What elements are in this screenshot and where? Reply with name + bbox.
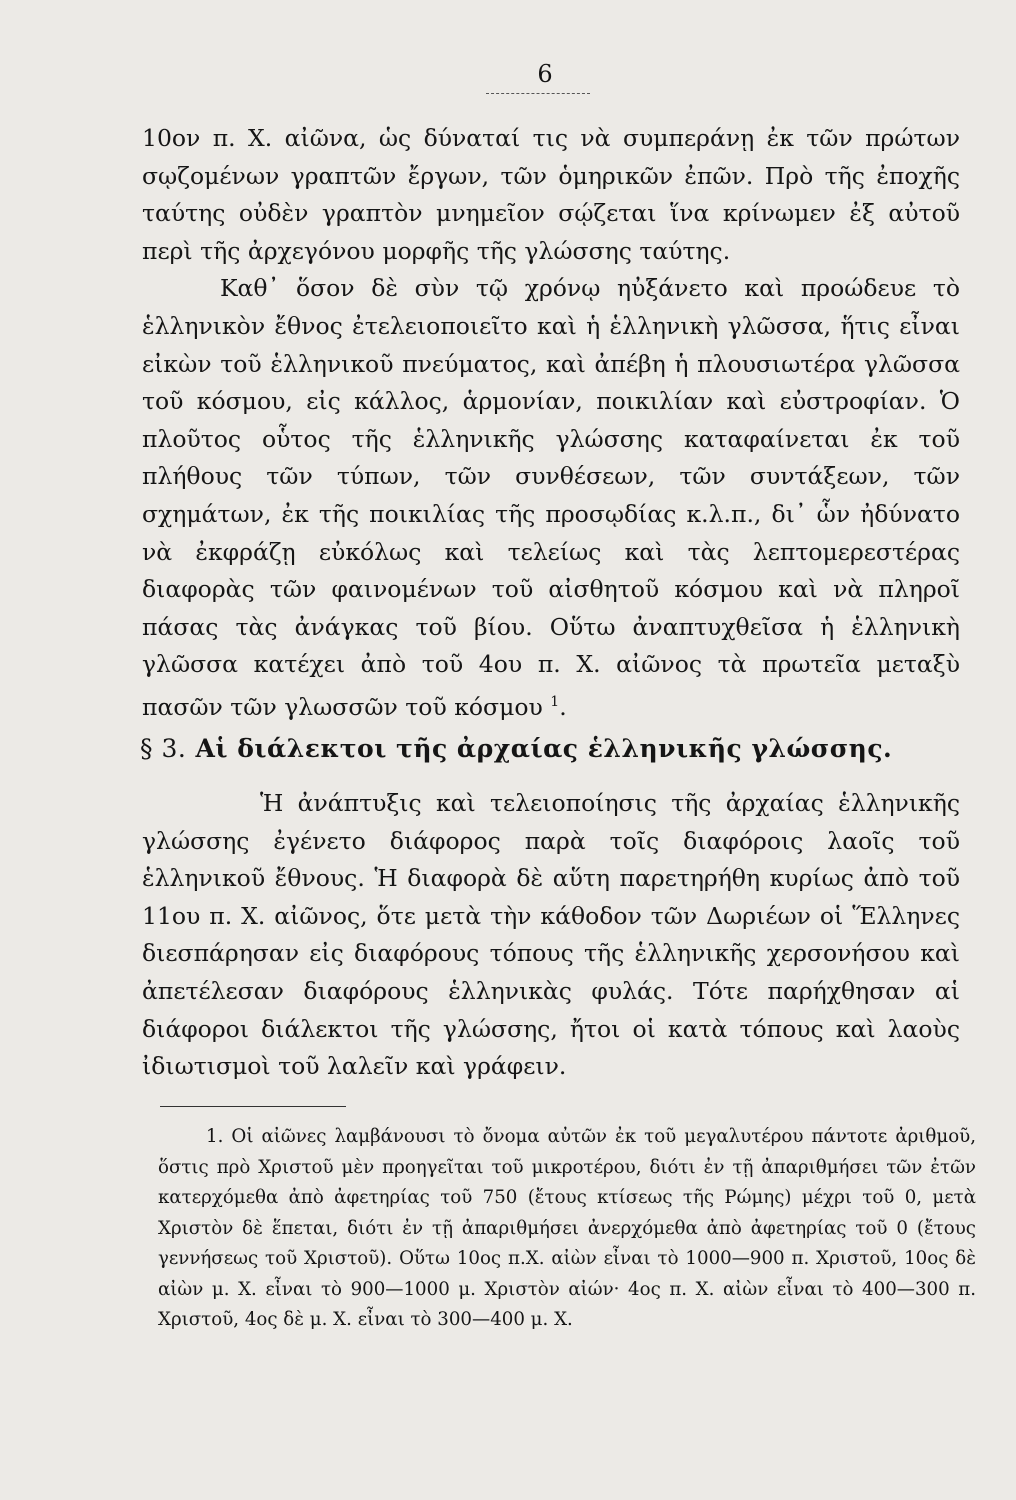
footnote-reference[interactable]: 1 (550, 693, 560, 710)
paragraph-2 (142, 270, 960, 726)
page-number: 6 (537, 60, 553, 88)
section-paragraph: Ἡ ἀνάπτυξις καὶ τελειοποίησις τῆς ἀρχαίας ἑλληνικῆς γλώσσης ἐγένετο διάφορος παρὰ τοῖς διαφόροις λαοῖς τοῦ ἑλληνικοῦ ἔθνους. Ἡ διαφορὰ δὲ αὕτη παρετηρήθη κυρίως ἀπὸ τοῦ 11ου π. Χ. αἰῶνος, ὅτε μετὰ τὴν κάθοδον τῶν Δωριέων οἱ Ἕλληνες διεσπάρησαν εἰς διαφόρους τόπους τῆς ἑλληνικῆς χερσονήσου καὶ ἀπετέλεσαν διαφόρους ἑλληνικὰς φυλάς. Τότε παρήχθησαν αἱ διάφοροι διάλεκτοι τῆς γλώσσης, ἤτοι οἱ κατὰ τόπους καὶ λαοὺς ἰδιωτισμοὶ τοῦ λαλεῖν καὶ γράφειν. (142, 789, 960, 1081)
footnote-marker: 1. (206, 1126, 224, 1147)
footnote-text: Οἱ αἰῶνες λαμβάνουσι τὸ ὄνομα αὐτῶν ἐκ τοῦ μεγαλυτέρου πάντοτε ἀριθμοῦ, ὅστις πρὸ Χριστοῦ μὲν προηγεῖται τοῦ μικροτέρου, διότι ἐν τῇ ἀπαριθμήσει τῶν ἐτῶν κατερχόμεθα ἀπὸ ἀφετηρίας τοῦ 750 (ἔτους κτίσεως τῆς Ρώμης) μέχρι τοῦ 0, μετὰ Χριστὸν δὲ ἕπεται, διότι ἐν τῇ ἀπαριθμήσει ἀνερχόμεθα ἀπὸ ἀφετηρίας τοῦ 0 (ἔτους γεννήσεως τοῦ Χριστοῦ). Οὕτω 10ος π.Χ. αἰὼν εἶναι τὸ 1000—900 π. Χριστοῦ, 10ος δὲ αἰὼν μ. Χ. εἶναι τὸ 900—1000 μ. Χριστὸν αἰών· 4ος π. Χ. αἰὼν εἶναι τὸ 400—300 π. Χριστοῦ, 4ος δὲ μ. Χ. εἶναι τὸ 300—400 μ. Χ. (158, 1126, 976, 1330)
page-number-rule (486, 93, 590, 94)
paragraph-1: 10ον π. Χ. αἰῶνα, ὡς δύναταί τις νὰ συμπεράνῃ ἐκ τῶν πρώτων σῳζομένων γραπτῶν ἔργων, τῶν ὁμηρικῶν ἐπῶν. Πρὸ τῆς ἐποχῆς ταύτης οὐδὲν γραπτὸν μνημεῖον σῴζεται ἵνα κρίνωμεν ἐξ αὐτοῦ περὶ τῆς ἀρχεγόνου μορφῆς τῆς γλώσσης ταύτης. (142, 124, 960, 265)
main-text-block (142, 120, 960, 726)
section-title: Αἱ διάλεκτοι τῆς ἀρχαίας ἑλληνικῆς γλώσσης. (195, 734, 893, 763)
footnote-separator (160, 1106, 346, 1107)
footnote (158, 1122, 976, 1336)
paragraph-2-end: . (559, 692, 567, 721)
paragraph-2-text: Καθ᾽ ὅσον δὲ σὺν τῷ χρόνῳ ηὐξάνετο καὶ προώδευε τὸ ἑλληνικὸν ἔθνος ἐτελειοποιεῖτο καὶ ἡ ἑλληνικὴ γλῶσσα, ἥτις εἶναι εἰκὼν τοῦ ἑλληνικοῦ πνεύματος, καὶ ἀπέβη ἡ πλουσιωτέρα γλῶσσα τοῦ κόσμου, εἰς κάλλος, ἁρμονίαν, ποικιλίαν καὶ εὐστροφίαν. Ὁ πλοῦτος οὗτος τῆς ἑλληνικῆς γλώσσης καταφαίνεται ἐκ τοῦ πλήθους τῶν τύπων, τῶν συνθέσεων, τῶν συντάξεων, τῶν σχημάτων, ἐκ τῆς ποικιλίας τῆς προσῳδίας κ.λ.π., δι᾽ ὧν ἠδύνατο νὰ ἐκφράζῃ εὐκόλως καὶ τελείως καὶ τὰς λεπτομερεστέρας διαφορὰς τῶν φαινομένων τοῦ αἰσθητοῦ κόσμου καὶ νὰ πληροῖ πάσας τὰς ἀνάγκας τοῦ βίου. Οὕτω ἀναπτυχθεῖσα ἡ ἑλληνικὴ γλῶσσα κατέχει ἀπὸ τοῦ 4ου π. Χ. αἰῶνος τὰ πρωτεῖα μεταξὺ πασῶν τῶν γλωσσῶν τοῦ κόσμου (142, 274, 960, 721)
section-sign: § 3. (140, 734, 187, 763)
section-heading (140, 734, 970, 763)
